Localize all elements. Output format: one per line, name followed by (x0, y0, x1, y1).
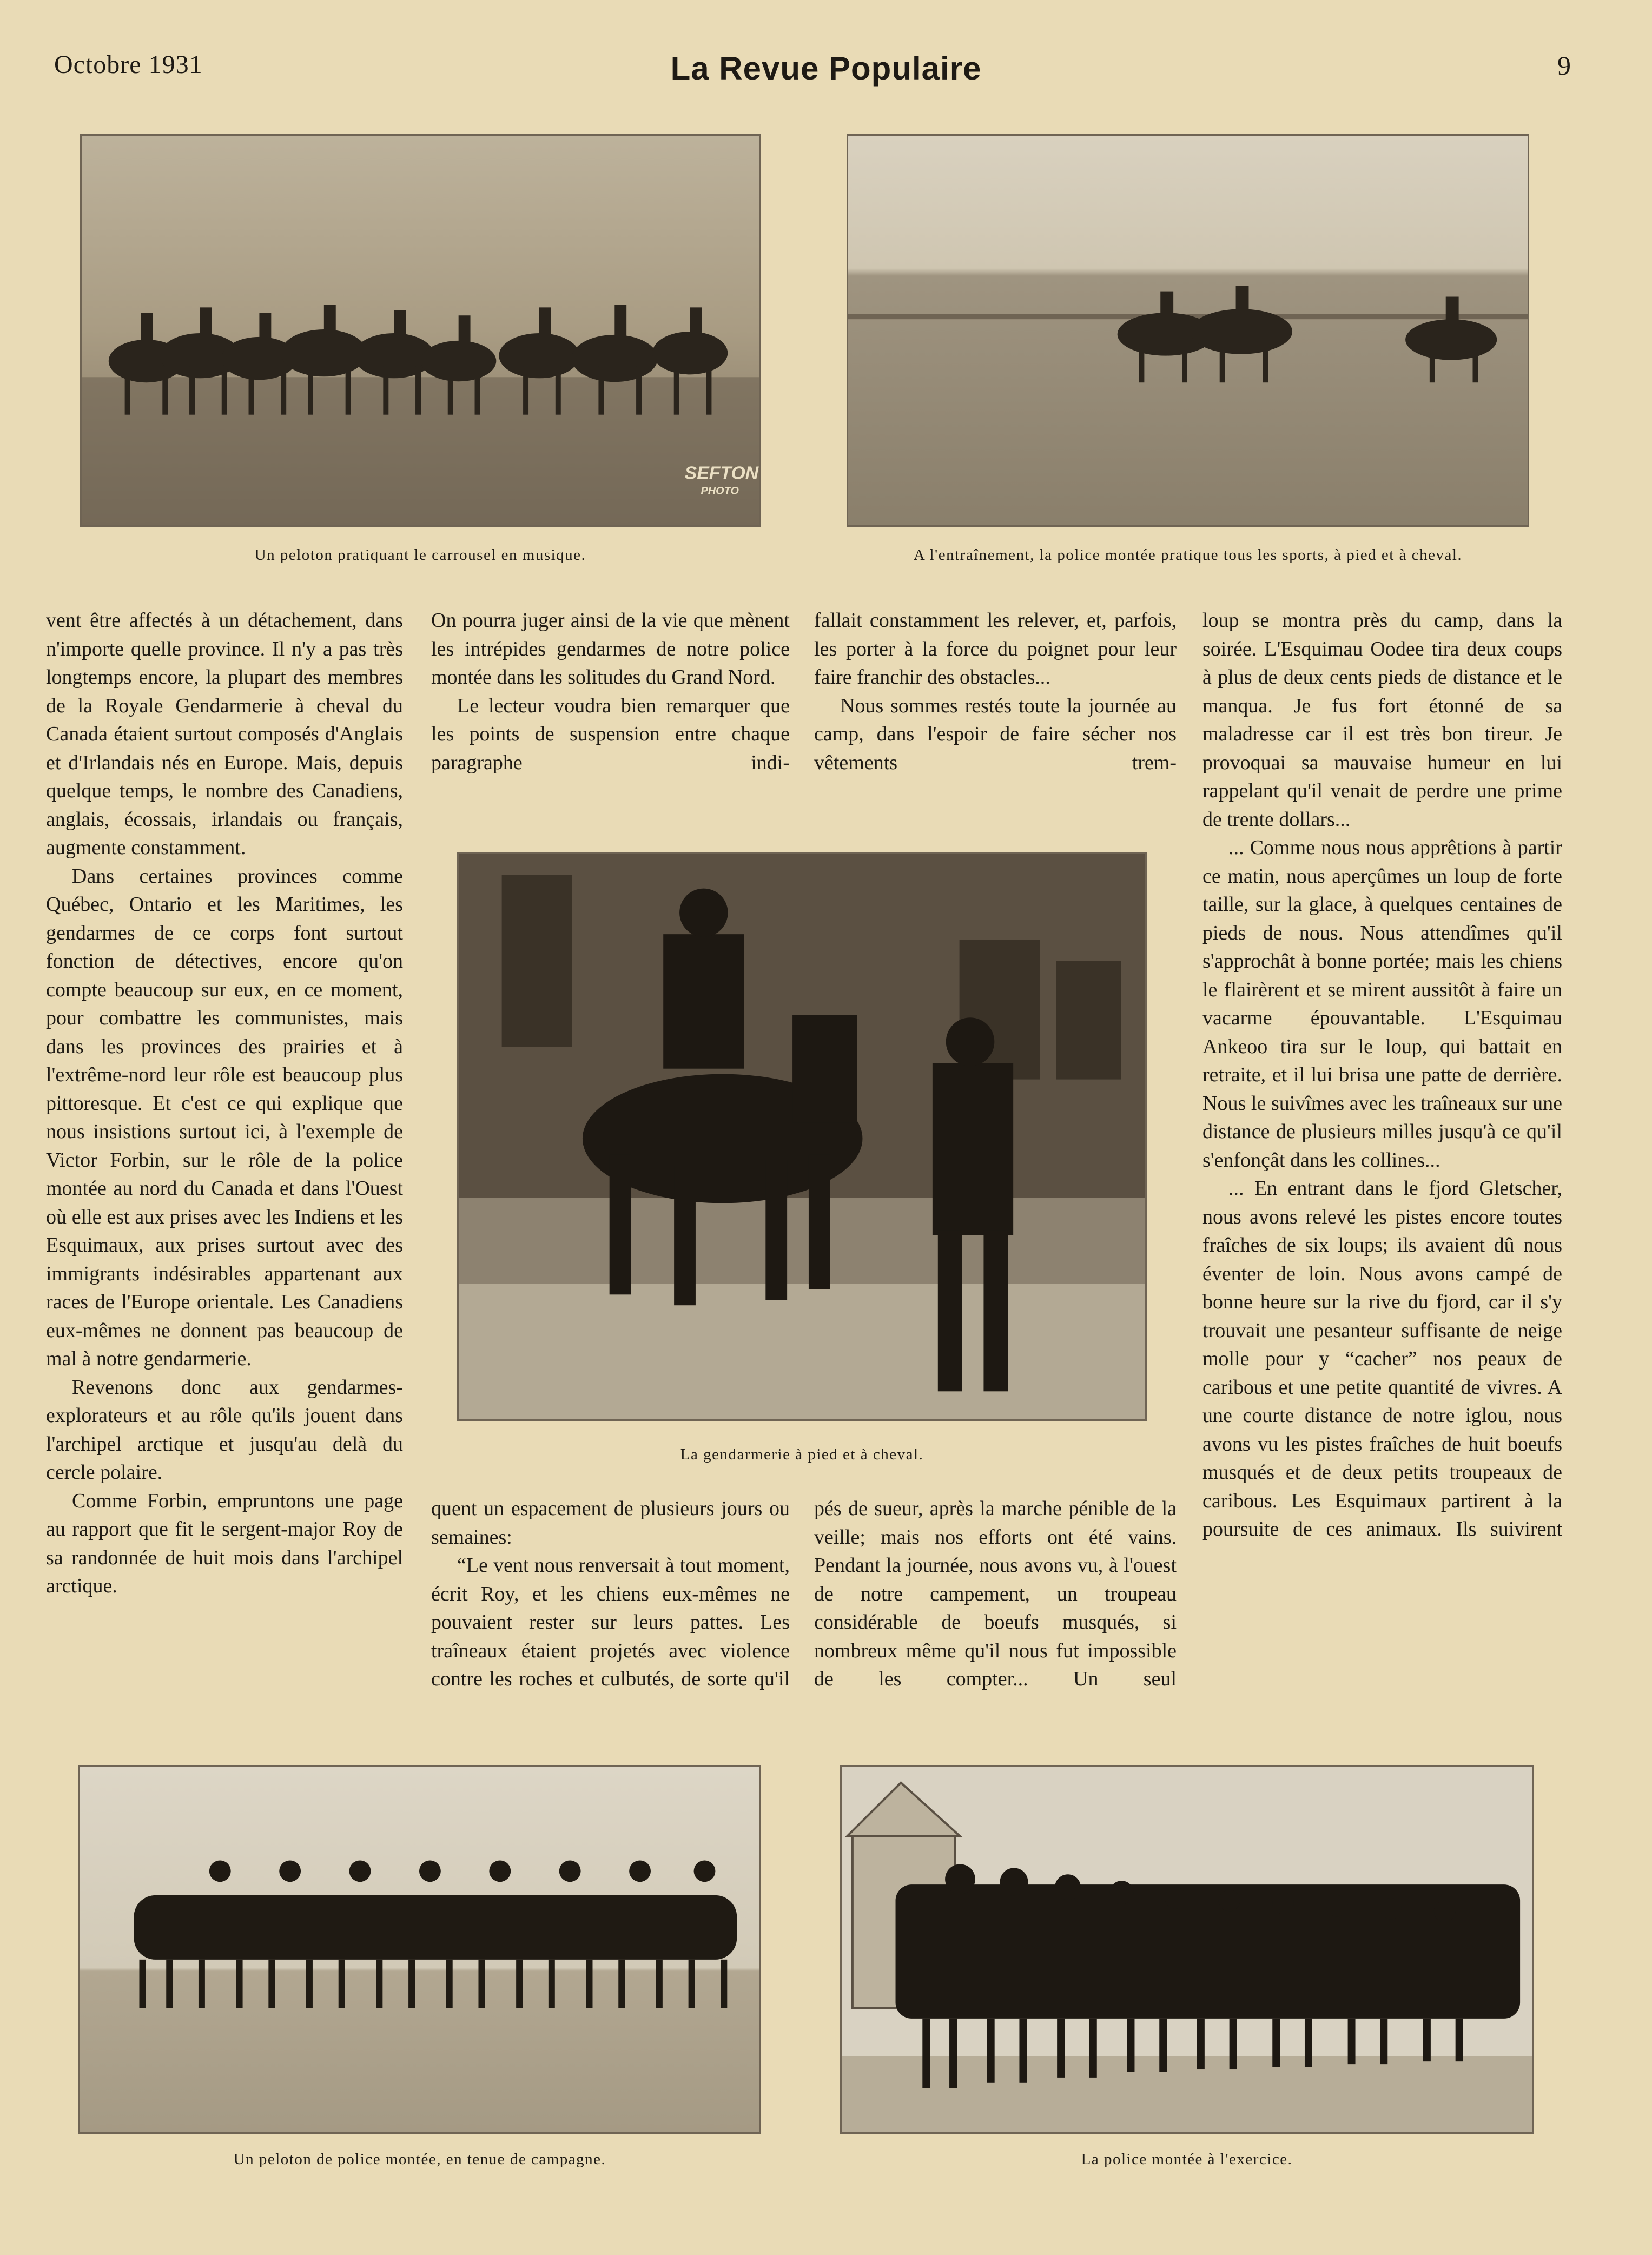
article-paragraph: quent un espacement de plusieurs jours ou semaines: (431, 1497, 790, 1549)
article-paragraph: On pourra juger ainsi de la vie que mènent les intrépides gendarmes de notre police montée dans les solitudes du Grand Nord. (431, 609, 790, 689)
article-paragraph: Dans certaines provinces comme Québec, Ontario et les Maritimes, les gendarmes de ce corps font surtout fonction de détectives, encore qu'on compte beaucoup sur eux, en ce moment, pour combattre les communistes, mais dans les provinces des prairies et à l'extrême-nord leur rôle est beaucoup plus pittoresque. Et c'est ce qui explique que nous insistions surtout ici, à l'exemple de Victor Forbin, sur le rôle de la police montée au nord du Canada et dans l'Ouest où elle est aux prises avec les Indiens et les Esquimaux, aux prises surtout avec des immigrants indésirables appartenant aux races de l'Europe orientale. Les Canadiens eux-mêmes ne donnent pas beaucoup de mal à notre gendarmerie. (46, 864, 403, 1370)
article-paragraph: ... En entrant dans le fjord Gletscher, nous avons relevé les pistes encore toutes fraîches de six loups; ils avaient dû nous éventer de loin. Nous avons campé de bonne heure sur la rive du fjord, car il s'y trouvait une pesanteur suffisante de neige molle pour y “cacher” nos peaux de caribous et une petite quantité de vivres. A une courte distance de notre iglou, nous avons vu les pistes fraîches de huit boeufs musqués et de deux petits troupeaux de caribous. Les Esquimaux partirent à la poursuite de ces animaux. Ils suivirent (1202, 1177, 1562, 1540)
article-paragraph: pés de sueur, après la marche pénible de la veille; mais nos efforts ont été vains. Pendant la journée, nous avons vu, à l'ouest de notre campement, un troupeau considérable de boeufs musqués, si nombreux même qu'il nous fut impossible de les compter... Un seul (814, 1497, 1177, 1690)
photo-entrainement (847, 134, 1529, 527)
article-paragraph: Nous sommes restés toute la journée au camp, dans l'espoir de faire sécher nos vêtements trem- (814, 694, 1177, 774)
article-column-1 (46, 606, 403, 1601)
issue-date: Octobre 1931 (54, 50, 203, 79)
caption-gendarmerie: La gendarmerie à pied et à cheval. (680, 1446, 924, 1463)
caption-entrainement: A l'entraînement, la police montée pratique tous les sports, à pied et à cheval. (913, 546, 1463, 564)
photo-gendarmerie (457, 852, 1147, 1421)
article-paragraph: loup se montra près du camp, dans la soirée. L'Esquimau Oodee tira deux coups à plus de deux cents pieds de distance et le manqua. Je fus fort étonné de sa maladresse car il est très bon tireur. Je provoquai sa mauvaise humeur en lui rappelant qu'il venait de perdre une prime de trente dollars... (1202, 609, 1562, 831)
magazine-title: La Revue Populaire (670, 50, 982, 87)
photo-peloton (78, 1765, 761, 2134)
article-paragraph: ... Comme nous nous apprêtions à partir ce matin, nous aperçûmes un loup de forte taille, sur la glace, à quelques centaines de pieds de nous. Nous attendîmes qu'il s'approchât à bonne portée; mais les chiens le flairèrent et se mirent aussitôt à faire un vacarme épouvantable. L'Esquimau Ankeoo tira sur le loup, qui battait en retraite, et il lui brisa une patte de derrière. Nous le suivîmes avec les traîneaux sur une distance de plusieurs milles jusqu'à ce qu'il s'enfonçât dans les collines... (1202, 836, 1562, 1172)
article-paragraph: vent être affectés à un détachement, dans n'importe quelle province. Il n'y a pas très longtemps encore, la plupart des membres de la Royale Gendarmerie à cheval du Canada étaient surtout composés d'Anglais et d'Irlandais nés en Europe. Mais, depuis quelque temps, le nombre des Canadiens, anglais, écossais, irlandais ou français, augmente constamment. (46, 609, 403, 859)
article-column-3-bottom (814, 1494, 1177, 1694)
caption-peloton: Un peloton de police montée, en tenue de campagne. (233, 2151, 606, 2168)
photo-carrousel (80, 134, 761, 527)
caption-carrousel: Un peloton pratiquant le carrousel en musique. (254, 546, 586, 564)
article-paragraph: Le lecteur voudra bien remarquer que les points de suspension entre chaque paragraphe indi- (431, 694, 790, 774)
article-paragraph: “Le vent nous renversait à tout moment, écrit Roy, et les chiens eux-mêmes ne pouvaient rester sur leurs pattes. Les traîneaux étaient projetés avec violence contre les roches et culbutés, de sorte qu'il (431, 1554, 790, 1690)
article-paragraph: fallait constamment les relever, et, parfois, les porter à la force du poignet pour leur faire franchir des obstacles... (814, 609, 1177, 689)
article-paragraph: Comme Forbin, empruntons une page au rapport que fit le sergent-major Roy de sa randonnée de huit mois dans l'archipel arctique. (46, 1489, 403, 1597)
article-paragraph: Revenons donc aux gendarmes-explorateurs et au rôle qu'ils jouent dans l'archipel arctique et jusqu'au delà du cercle polaire. (46, 1376, 403, 1484)
article-column-2-bottom (431, 1494, 790, 1694)
photo-credit: SEFTON (684, 462, 759, 484)
caption-exercice: La police montée à l'exercice. (1081, 2151, 1293, 2168)
photo-exercice (840, 1765, 1534, 2134)
page-number: 9 (1557, 50, 1571, 81)
article-column-4 (1202, 606, 1562, 1544)
article-column-3-top (814, 606, 1177, 777)
photo-credit-sub: PHOTO (701, 485, 739, 497)
article-column-2-top (431, 606, 790, 777)
